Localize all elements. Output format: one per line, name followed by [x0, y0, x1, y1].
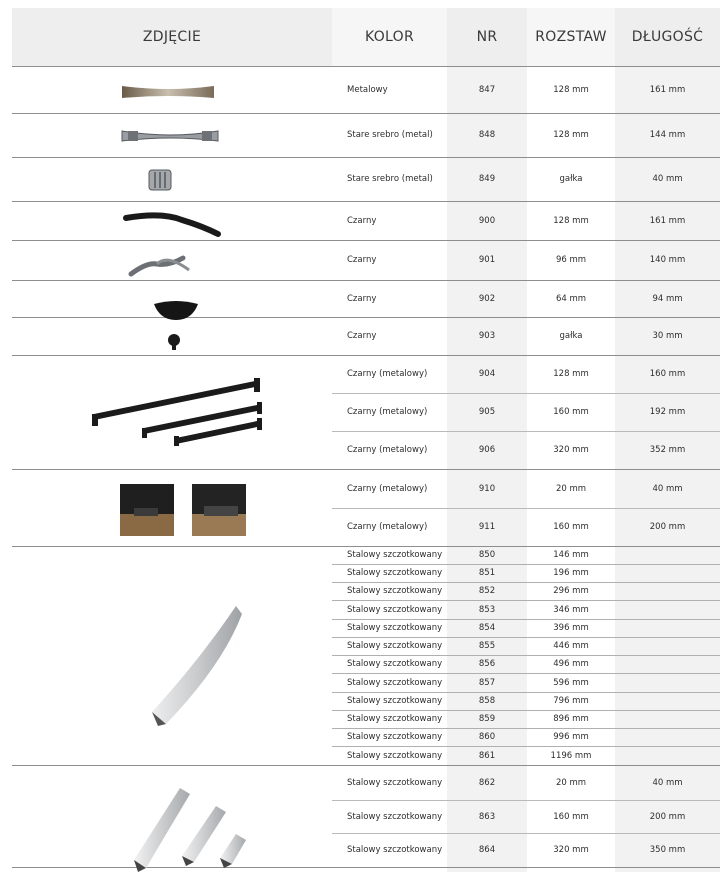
handle-847-photo: [120, 82, 216, 102]
handle-848-photo: [120, 125, 220, 145]
cell-dlugosc: [615, 655, 720, 673]
cell-kolor: Stalowy szczotkowany: [347, 586, 443, 596]
cell-rozstaw: 596 mm: [553, 677, 589, 688]
cell-rozstaw: 96 mm: [555, 255, 587, 265]
cell-nr: 901: [478, 255, 496, 265]
cell-rozstaw: 796 mm: [553, 696, 589, 706]
cell-kolor: Czarny (metalowy): [347, 407, 428, 417]
cell-rozstaw: 64 mm: [555, 293, 587, 304]
cell-dlugosc: 161 mm: [649, 85, 686, 95]
cell-nr: 858: [478, 696, 496, 706]
cell-nr: 856: [478, 659, 496, 669]
knob-903-photo: [164, 332, 184, 352]
cell-kolor: Czarny: [347, 255, 377, 265]
cell-kolor: Stalowy szczotkowany: [347, 777, 443, 788]
handles-910-911-photo: [120, 484, 254, 536]
cell-nr: 852: [478, 586, 496, 596]
cell-nr: 903: [478, 331, 496, 341]
cell-dlugosc: 144 mm: [649, 130, 686, 140]
header-nr: NR: [447, 8, 527, 66]
cell-nr: 851: [478, 568, 496, 578]
cell-kolor: Stalowy szczotkowany: [347, 550, 443, 560]
cell-nr: 905: [478, 407, 496, 417]
cell-dlugosc: 200 mm: [649, 811, 686, 822]
knob-849-photo: [145, 166, 175, 194]
handles-862-864-photo: [124, 780, 254, 876]
cell-rozstaw: 1196 mm: [550, 750, 592, 761]
cell-nr: 862: [478, 777, 496, 788]
cell-dlugosc: 160 mm: [649, 369, 686, 379]
cell-dlugosc: [615, 619, 720, 637]
cell-kolor: Czarny: [347, 215, 377, 226]
cell-dlugosc: 40 mm: [652, 483, 683, 494]
cell-nr: 863: [478, 811, 496, 822]
cell-rozstaw: 128 mm: [553, 85, 589, 95]
cell-nr: 906: [478, 445, 496, 455]
cell-rozstaw: 346 mm: [553, 604, 589, 615]
cell-nr: 910: [478, 483, 496, 494]
cell-kolor: Stalowy szczotkowany: [347, 750, 443, 761]
cell-dlugosc: [615, 710, 720, 728]
cell-rozstaw: 160 mm: [553, 811, 589, 822]
cell-kolor: Czarny (metalowy): [347, 445, 428, 455]
cell-dlugosc: 192 mm: [649, 407, 686, 417]
cell-nr: 859: [478, 714, 496, 724]
cell-nr: 860: [478, 732, 496, 742]
header-photo: ZDJĘCIE: [12, 8, 332, 66]
cell-rozstaw: 128 mm: [553, 215, 589, 226]
cell-kolor: Czarny: [347, 293, 377, 304]
cell-nr: 848: [478, 130, 496, 140]
cell-rozstaw: 320 mm: [553, 445, 589, 455]
cell-kolor: Stalowy szczotkowany: [347, 811, 443, 822]
cell-rozstaw: 20 mm: [555, 777, 587, 788]
cell-rozstaw: 396 mm: [553, 623, 589, 633]
cell-kolor: Metalowy: [347, 85, 388, 95]
cell-dlugosc: [615, 692, 720, 710]
cell-kolor: Stalowy szczotkowany: [347, 845, 443, 855]
cell-dlugosc: [615, 564, 720, 582]
cell-kolor: Stalowy szczotkowany: [347, 659, 443, 669]
cell-rozstaw: 496 mm: [553, 659, 589, 669]
cell-kolor: Stalowy szczotkowany: [347, 604, 443, 615]
cell-kolor: Czarny (metalowy): [347, 522, 428, 532]
cell-dlugosc: [615, 746, 720, 765]
cell-dlugosc: [615, 582, 720, 600]
cell-nr: 853: [478, 604, 496, 615]
cell-dlugosc: [615, 600, 720, 619]
cell-rozstaw: 996 mm: [553, 732, 589, 742]
header-rozstaw: ROZSTAW: [527, 8, 615, 66]
cell-dlugosc: 350 mm: [649, 845, 686, 855]
cell-dlugosc: 200 mm: [649, 522, 686, 532]
cell-kolor: Czarny (metalowy): [347, 369, 428, 379]
cell-kolor: Czarny: [347, 331, 377, 341]
handles-850-861-photo: [138, 602, 248, 732]
handle-901-photo: [127, 248, 197, 284]
cell-dlugosc: [615, 728, 720, 746]
cell-rozstaw: 160 mm: [553, 407, 589, 417]
cell-nr: 850: [478, 550, 496, 560]
cell-dlugosc: 161 mm: [649, 215, 686, 226]
cell-nr: 902: [478, 293, 496, 304]
cell-kolor: Stalowy szczotkowany: [347, 714, 443, 724]
cell-rozstaw: 128 mm: [553, 130, 589, 140]
cell-dlugosc: [615, 546, 720, 564]
cell-rozstaw: 446 mm: [553, 641, 589, 651]
cell-dlugosc: 94 mm: [652, 293, 683, 304]
handle-902-photo: [152, 298, 200, 320]
cell-dlugosc: 30 mm: [652, 331, 683, 341]
header-kolor: KOLOR: [332, 8, 447, 66]
cell-kolor: Stalowy szczotkowany: [347, 641, 443, 651]
handles-904-906-photo: [90, 376, 270, 448]
cell-rozstaw: 160 mm: [553, 522, 589, 532]
cell-kolor: Stalowy szczotkowany: [347, 696, 443, 706]
cell-kolor: Czarny (metalowy): [347, 483, 428, 494]
cell-rozstaw: 296 mm: [553, 586, 589, 596]
cell-nr: 904: [478, 369, 496, 379]
cell-nr: 854: [478, 623, 496, 633]
cell-rozstaw: 128 mm: [553, 369, 589, 379]
cell-rozstaw: 320 mm: [553, 845, 589, 855]
cell-dlugosc: 140 mm: [649, 255, 686, 265]
cell-nr: 849: [478, 174, 496, 184]
cell-dlugosc: 40 mm: [652, 777, 683, 788]
cell-rozstaw: 20 mm: [555, 483, 587, 494]
cell-nr: 911: [478, 522, 496, 532]
cell-kolor: Stalowy szczotkowany: [347, 568, 443, 578]
cell-nr: 857: [478, 677, 496, 688]
cell-nr: 900: [478, 215, 496, 226]
cell-kolor: Stalowy szczotkowany: [347, 732, 443, 742]
cell-rozstaw: gałka: [559, 174, 583, 184]
cell-rozstaw: 896 mm: [553, 714, 589, 724]
cell-nr: 864: [478, 845, 496, 855]
cell-dlugosc: 40 mm: [652, 174, 683, 184]
cell-rozstaw: 196 mm: [553, 568, 589, 578]
cell-nr: 861: [478, 750, 496, 761]
header-dlugosc: DŁUGOŚĆ: [615, 8, 720, 66]
cell-kolor: Stalowy szczotkowany: [347, 677, 443, 688]
cell-nr: 855: [478, 641, 496, 651]
cell-rozstaw: 146 mm: [553, 550, 589, 560]
cell-kolor: Stalowy szczotkowany: [347, 623, 443, 633]
cell-dlugosc: [615, 637, 720, 655]
cell-nr: 847: [478, 85, 496, 95]
table-bottom-rule: [12, 867, 720, 868]
cell-kolor: Stare srebro (metal): [347, 130, 433, 140]
cell-rozstaw: gałka: [559, 331, 583, 341]
handle-900-photo: [122, 210, 222, 240]
cell-dlugosc: [615, 673, 720, 692]
cell-kolor: Stare srebro (metal): [347, 174, 433, 184]
cell-dlugosc: 352 mm: [649, 445, 686, 455]
